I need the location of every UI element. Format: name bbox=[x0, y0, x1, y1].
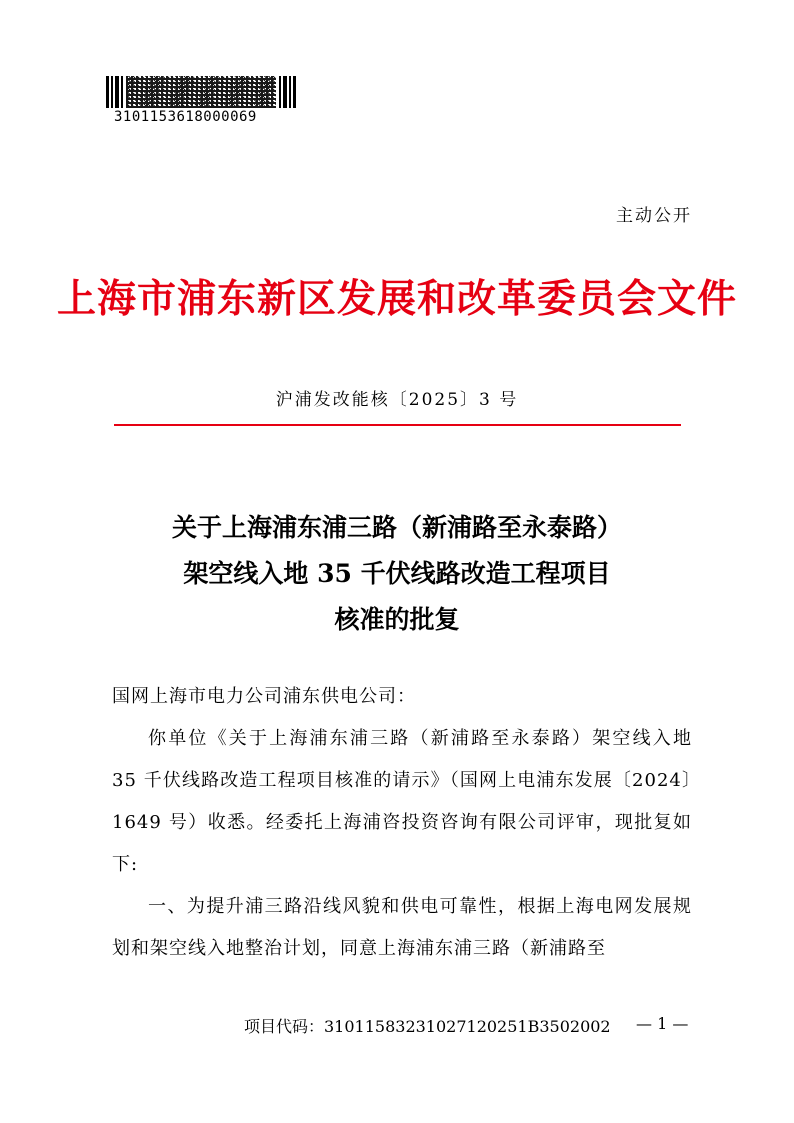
title-line-1: 关于上海浦东浦三路（新浦路至永泰路） bbox=[171, 513, 622, 542]
barcode bbox=[106, 76, 296, 108]
recipient: 国网上海市电力公司浦东供电公司： bbox=[112, 686, 416, 707]
document-title bbox=[100, 505, 694, 643]
project-code: 项目代码：3101158323102712025​1B3502002 bbox=[244, 1017, 611, 1036]
red-divider-line bbox=[114, 424, 681, 426]
document-body bbox=[112, 676, 692, 970]
barcode-pattern bbox=[126, 76, 276, 108]
title-line-2: 架空线入地 35 千伏线路改造工程项目 bbox=[183, 559, 611, 588]
page-number: — 1 — bbox=[636, 1014, 689, 1033]
title-line-3: 核准的批复 bbox=[334, 605, 460, 634]
paragraph: 你单位《关于上海浦东浦三路（新浦路至永泰路）架空线入地 35 千伏线路改造工程项目核准的请示》（国网上电浦东发展〔2024〕1649 号）收悉。经委托上海浦咨投资咨询有限公司评审，现批复如下: bbox=[112, 728, 692, 875]
disclosure-label: 主动公开 bbox=[616, 206, 692, 226]
barcode-left-guard bbox=[106, 76, 123, 108]
issuing-organization-title: 上海市浦东新区发展和改革委员会文件 bbox=[56, 276, 737, 322]
document-number: 沪浦发改能核〔2025〕3 号 bbox=[275, 390, 519, 410]
paragraph: 一、为提升浦三路沿线风貌和供电可靠性，根据上海电网发展规划和架空线入地整治计划，同意上海浦东浦三路（新浦路至 bbox=[112, 896, 692, 959]
barcode-right-guard bbox=[279, 76, 296, 108]
barcode-number: 3101153618000069 bbox=[114, 109, 257, 125]
